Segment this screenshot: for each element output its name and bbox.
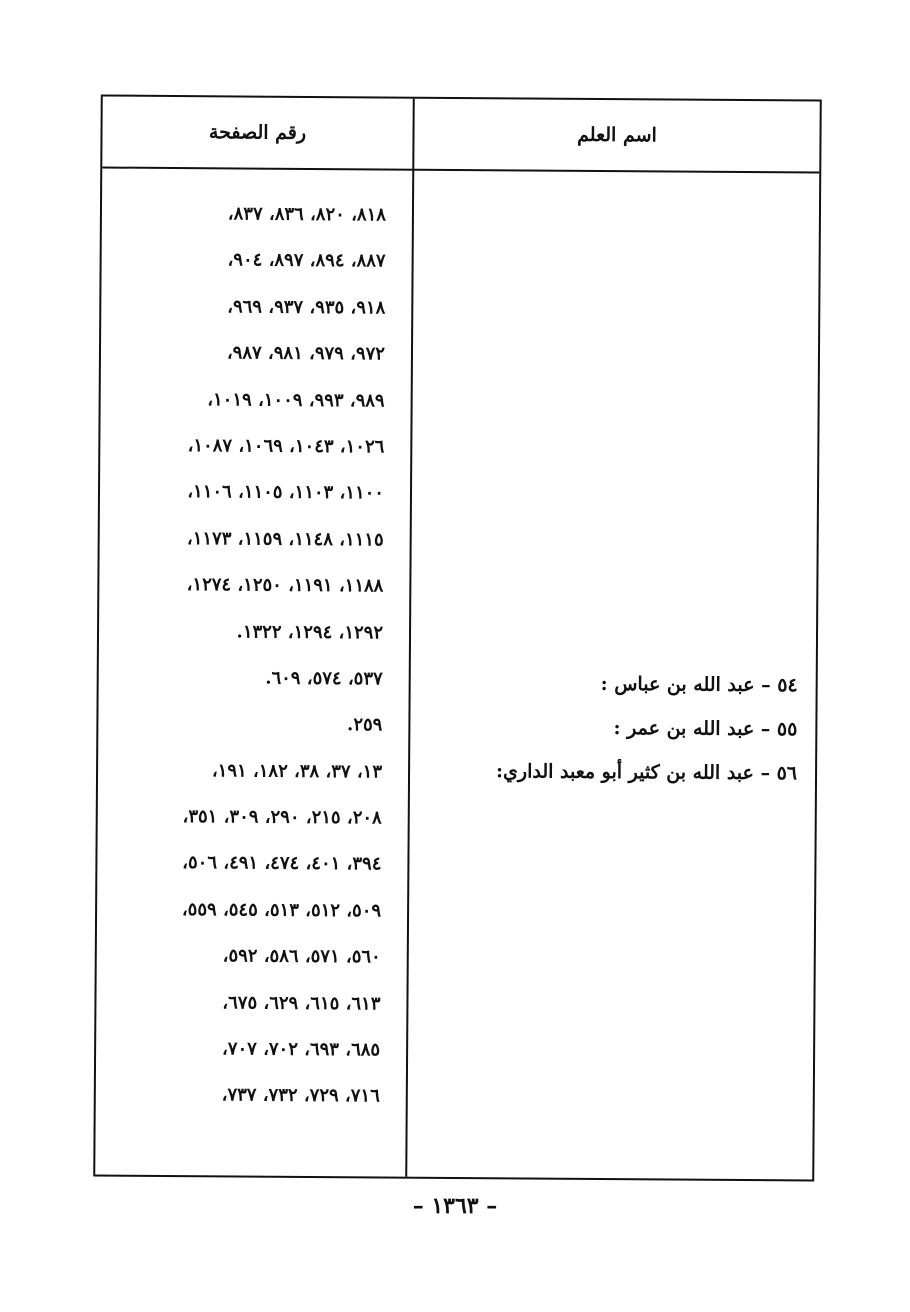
page-numbers-line: ٩٨٩، ٩٩٣، ١٠٠٩، ١٠١٩، <box>207 388 385 412</box>
page-numbers-line: ٥٣٧، ٥٧٤، ٦٠٩. <box>265 667 383 690</box>
page-numbers-line: ٥٦٠، ٥٧١، ٥٨٦، ٥٩٢، <box>222 945 381 968</box>
name-entry: ٥٥ – عبد الله بن عمر : <box>613 717 798 741</box>
page-numbers-line: ٩٧٢، ٩٧٩، ٩٨١، ٩٨٧، <box>226 342 386 365</box>
page-numbers-line: ٧١٦، ٧٢٩، ٧٣٢، ٧٣٧، <box>221 1084 380 1107</box>
header-page-number: رقم الصفحة <box>208 121 307 144</box>
page-numbers-line: ١٣، ٣٧، ٣٨، ١٨٢، ١٩١، <box>211 759 383 783</box>
page-numbers-line: ٥٠٩، ٥١٢، ٥١٣، ٥٤٥، ٥٥٩، <box>181 898 382 922</box>
page-numbers-line: ٦١٣، ٦١٥، ٦٢٩، ٦٧٥، <box>222 992 381 1015</box>
name-entry: ٥٤ – عبد الله بن عباس : <box>600 673 798 697</box>
page-numbers-line: ٢٠٨، ٢١٥، ٢٩٠، ٣٠٩، ٣٥١، <box>182 806 382 829</box>
page-numbers-line: ٨١٨، ٨٢٠، ٨٣٦، ٨٣٧، <box>227 203 387 226</box>
page-number: – ١٣٦٣ – <box>412 1193 498 1219</box>
page-numbers-line: ١٢٩٢، ١٢٩٤، ١٣٢٢. <box>236 620 384 643</box>
index-table <box>93 94 822 1181</box>
page-numbers-line: ١٠٢٦، ١٠٤٣، ١٠٦٩، ١٠٨٧، <box>187 435 385 458</box>
page-numbers-line: ٢٥٩. <box>347 714 383 736</box>
column-divider <box>405 99 415 1177</box>
page-numbers-line: ٨٨٧، ٨٩٤، ٨٩٧، ٩٠٤، <box>227 249 386 272</box>
page-numbers-column <box>108 199 386 1129</box>
page-numbers-line: ١١٨٨، ١١٩١، ١٢٥٠، ١٢٧٤، <box>186 574 384 597</box>
name-entry: ٥٦ – عبد الله بن كثير أبو معبد الداري: <box>495 760 798 785</box>
page-numbers-line: ٦٨٥، ٦٩٣، ٧٠٢، ٧٠٧، <box>221 1038 381 1061</box>
header-name: اسم العلم <box>577 123 657 147</box>
page-numbers-line: ٣٩٤، ٤٠١، ٤٧٤، ٤٩١، ٥٠٦، <box>182 852 382 875</box>
page-numbers-line: ٩١٨، ٩٣٥، ٩٣٧، ٩٦٩، <box>227 296 386 319</box>
names-column <box>428 668 798 803</box>
page-numbers-line: ١١٠٠، ١١٠٣، ١١٠٥، ١١٠٦، <box>187 481 385 504</box>
page-numbers-line: ١١١٥، ١١٤٨، ١١٥٩، ١١٧٣، <box>186 527 384 551</box>
